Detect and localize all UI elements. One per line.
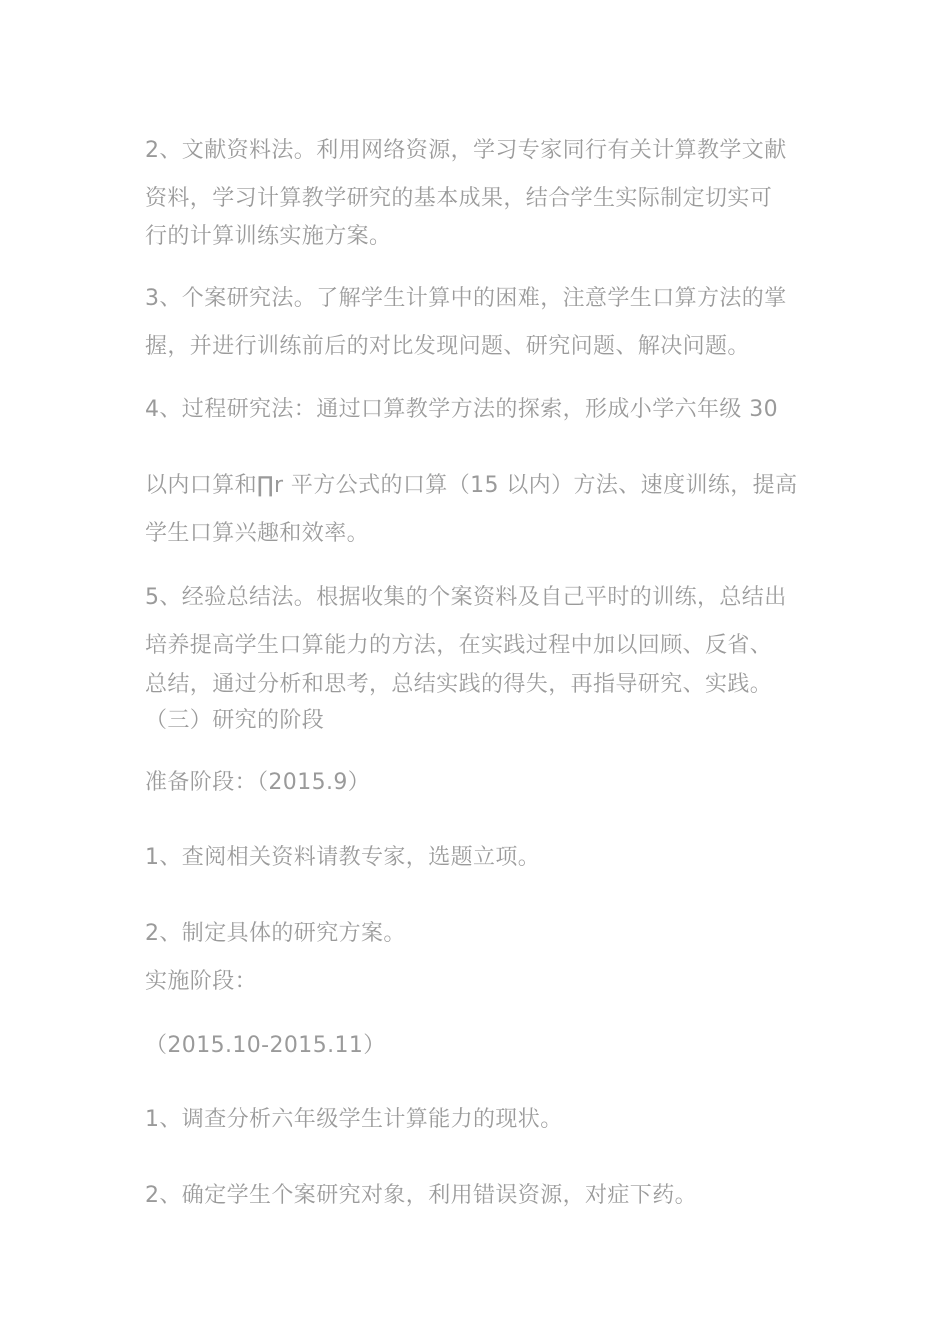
list-item-implementation-2: 2、确定学生个案研究对象，利用错误资源，对症下药。 xyxy=(145,1183,697,1208)
paragraph-line-method-4-b: 以内口算和∏r 平方公式的口算（15 以内）方法、速度训练，提高 xyxy=(145,473,798,498)
paragraph-line-method-2-b: 资料，学习计算教学研究的基本成果，结合学生实际制定切实可 xyxy=(145,186,773,211)
stage-heading-implementation: 实施阶段： xyxy=(145,969,258,994)
paragraph-line-method-2-a: 2、文献资料法。利用网络资源，学习专家同行有关计算教学文献 xyxy=(145,138,787,163)
paragraph-line-method-4-a: 4、过程研究法：通过口算教学方法的探索，形成小学六年级 30 xyxy=(145,397,778,422)
paragraph-line-method-3-a: 3、个案研究法。了解学生计算中的困难，注意学生口算方法的掌 xyxy=(145,286,787,311)
section-heading-research-stages: （三）研究的阶段 xyxy=(145,708,325,733)
paragraph-line-method-4-c: 学生口算兴趣和效率。 xyxy=(145,521,370,546)
paragraph-line-method-2-c: 行的计算训练实施方案。 xyxy=(145,224,392,249)
stage-date-implementation: （2015.10-2015.11） xyxy=(145,1033,386,1058)
paragraph-line-method-5-b: 培养提高学生口算能力的方法，在实践过程中加以回顾、反省、 xyxy=(145,633,773,658)
list-item-preparation-1: 1、查阅相关资料请教专家，选题立项。 xyxy=(145,845,541,870)
paragraph-line-method-3-b: 握，并进行训练前后的对比发现问题、研究问题、解决问题。 xyxy=(145,334,750,359)
list-item-preparation-2: 2、制定具体的研究方案。 xyxy=(145,921,406,946)
paragraph-line-method-5-c: 总结，通过分析和思考，总结实践的得失，再指导研究、实践。 xyxy=(145,672,773,697)
paragraph-line-method-5-a: 5、经验总结法。根据收集的个案资料及自己平时的训练，总结出 xyxy=(145,585,787,610)
list-item-implementation-1: 1、调查分析六年级学生计算能力的现状。 xyxy=(145,1107,563,1132)
stage-heading-preparation: 准备阶段：（2015.9） xyxy=(145,770,371,795)
